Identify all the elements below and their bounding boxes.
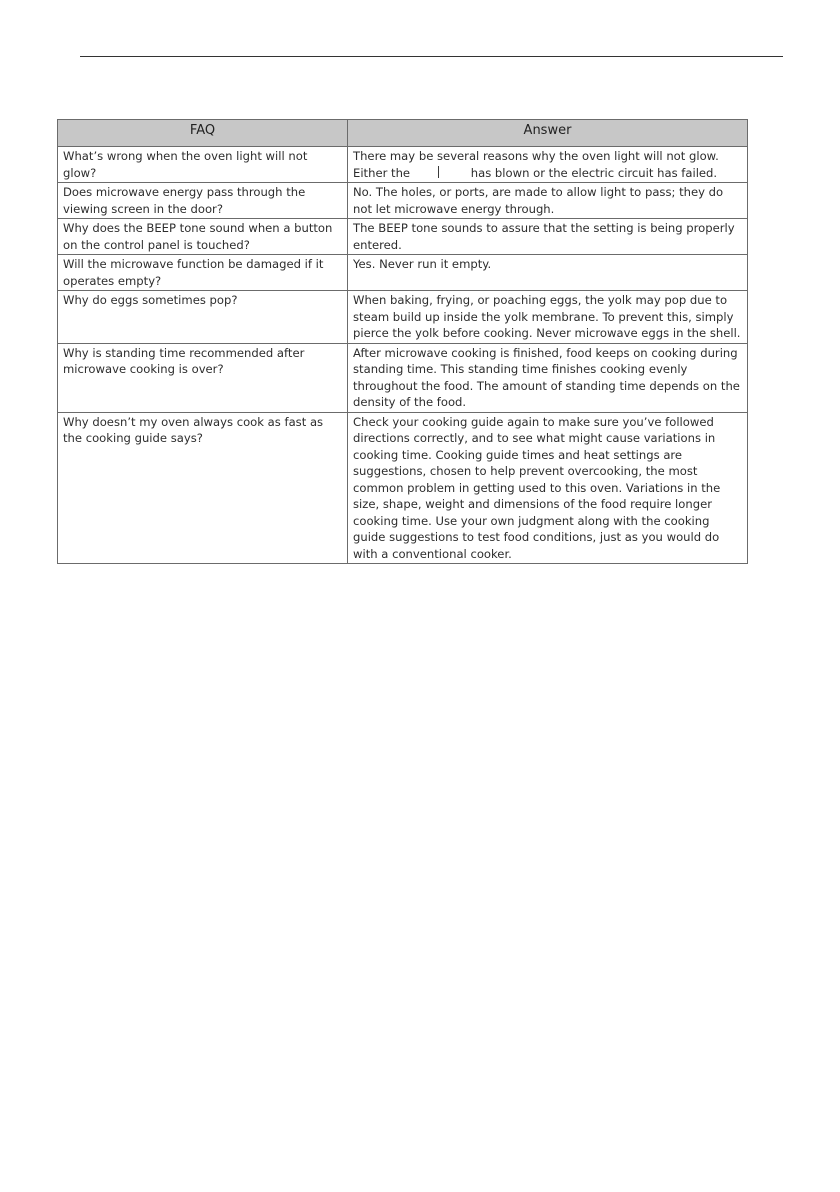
table-row (58, 147, 748, 183)
answer-cell: When baking, frying, or poaching eggs, the yolk may pop due to steam build up inside the yolk membrane. To prevent this, simply pierce the yolk before cooking. Never microwave eggs in the shell. (348, 291, 748, 344)
question-cell: What’s wrong when the oven light will not glow? (58, 147, 348, 183)
question-cell: Why does the BEEP tone sound when a button on the control panel is touched? (58, 219, 348, 255)
faq-column-header: FAQ (58, 120, 348, 147)
answer-cell: The BEEP tone sounds to assure that the setting is being properly entered. (348, 219, 748, 255)
header-rule (80, 56, 783, 57)
text-cursor-mark (438, 166, 439, 178)
table-row (58, 412, 748, 564)
question-cell: Why do eggs sometimes pop? (58, 291, 348, 344)
table-header-row (58, 120, 748, 147)
table-row (58, 255, 748, 291)
answer-text: There may be several reasons why the oven light will not glow. Either the (353, 149, 719, 180)
faq-table (57, 119, 748, 564)
question-cell: Why doesn’t my oven always cook as fast as the cooking guide says? (58, 412, 348, 564)
answer-cell: Check your cooking guide again to make sure you’ve followed directions correctly, and to see what might cause variations in cooking time. Cooking guide times and heat settings are suggestions, chosen to help prevent overcooking, the most common problem in getting used to this oven. Variations in the size, shape, weight and dimensions of the food require longer cooking time. Use your own judgment along with the cooking guide suggestions to test food conditions, just as you would do with a conventional cooker. (348, 412, 748, 564)
question-cell: Why is standing time recommended after microwave cooking is over? (58, 343, 348, 412)
table-row (58, 343, 748, 412)
table-row (58, 219, 748, 255)
answer-cell (348, 147, 748, 183)
answer-cell: Yes. Never run it empty. (348, 255, 748, 291)
answer-column-header: Answer (348, 120, 748, 147)
question-cell: Will the microwave function be damaged if it operates empty? (58, 255, 348, 291)
table-row (58, 183, 748, 219)
answer-cell: After microwave cooking is finished, food keeps on cooking during standing time. This standing time finishes cooking evenly throughout the food. The amount of standing time depends on the density of the food. (348, 343, 748, 412)
answer-text: has blown or the electric circuit has failed. (470, 165, 718, 180)
question-cell: Does microwave energy pass through the viewing screen in the door? (58, 183, 348, 219)
answer-cell: No. The holes, or ports, are made to allow light to pass; they do not let microwave energy through. (348, 183, 748, 219)
table-row (58, 291, 748, 344)
